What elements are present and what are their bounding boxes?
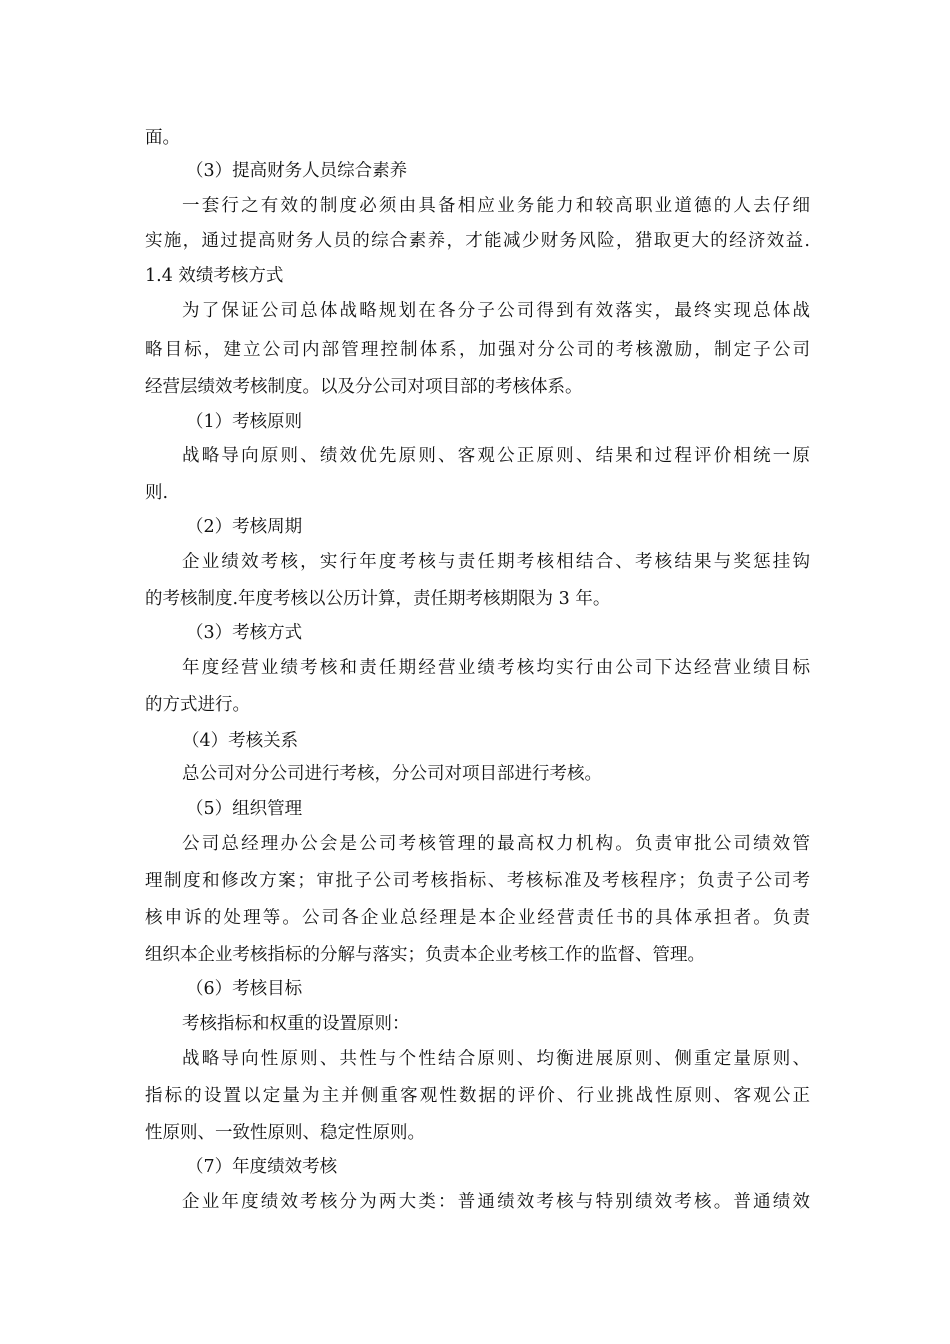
paragraph-line: 一套行之有效的制度必须由具备相应业务能力和较高职业道德的人去仔细 [182, 196, 810, 216]
paragraph-line: 考核指标和权重的设置原则： [182, 1014, 410, 1034]
subheading: （5）组织管理 [186, 799, 303, 819]
paragraph-line: 指标的设置以定量为主并侧重客观性数据的评价、行业挑战性原则、客观公正 [145, 1086, 810, 1106]
paragraph-line: 组织本企业考核指标的分解与落实；负责本企业考核工作的监督、管理。 [145, 945, 705, 965]
paragraph-line: 理制度和修改方案；审批子公司考核指标、考核标准及考核程序；负责子公司考 [145, 871, 810, 891]
paragraph-line: 实施，通过提高财务人员的综合素养，才能减少财务风险，猎取更大的经济效益. [145, 231, 810, 251]
subheading: （3）考核方式 [186, 623, 303, 643]
subheading: （1）考核原则 [186, 412, 303, 432]
paragraph-line: 性原则、一致性原则、稳定性原则。 [145, 1123, 425, 1143]
paragraph-line: 略目标，建立公司内部管理控制体系，加强对分公司的考核激励，制定子公司 [145, 340, 810, 360]
paragraph-line: 为了保证公司总体战略规划在各分子公司得到有效落实，最终实现总体战 [182, 301, 810, 321]
subheading: （3）提高财务人员综合素养 [186, 161, 408, 181]
section-heading: 1.4 效绩考核方式 [145, 266, 284, 286]
paragraph-line: 的考核制度.年度考核以公历计算，责任期考核期限为 3 年。 [145, 589, 611, 609]
paragraph-line: 年度经营业绩考核和责任期经营业绩考核均实行由公司下达经营业绩目标 [182, 658, 810, 678]
paragraph-line: 公司总经理办公会是公司考核管理的最高权力机构。负责审批公司绩效管 [182, 834, 810, 854]
paragraph-line: 则. [145, 483, 169, 503]
paragraph-line: 经营层绩效考核制度。以及分公司对项目部的考核体系。 [145, 377, 583, 397]
paragraph-line: 战略导向性原则、共性与个性结合原则、均衡进展原则、侧重定量原则、 [182, 1049, 810, 1069]
subheading: （6）考核目标 [186, 979, 303, 999]
subheading: （7）年度绩效考核 [186, 1157, 338, 1177]
paragraph-line: 总公司对分公司进行考核，分公司对项目部进行考核。 [182, 764, 602, 784]
paragraph-line: 面。 [145, 128, 180, 148]
paragraph-line: 核申诉的处理等。公司各企业总经理是本企业经营责任书的具体承担者。负责 [145, 908, 810, 928]
subheading: （2）考核周期 [186, 517, 303, 537]
subheading: （4）考核关系 [182, 731, 299, 751]
paragraph-line: 的方式进行。 [145, 695, 250, 715]
paragraph-line: 企业年度绩效考核分为两大类：普通绩效考核与特别绩效考核。普通绩效 [182, 1192, 810, 1212]
paragraph-line: 战略导向原则、绩效优先原则、客观公正原则、结果和过程评价相统一原 [182, 446, 810, 466]
paragraph-line: 企业绩效考核，实行年度考核与责任期考核相结合、考核结果与奖惩挂钩 [182, 552, 810, 572]
